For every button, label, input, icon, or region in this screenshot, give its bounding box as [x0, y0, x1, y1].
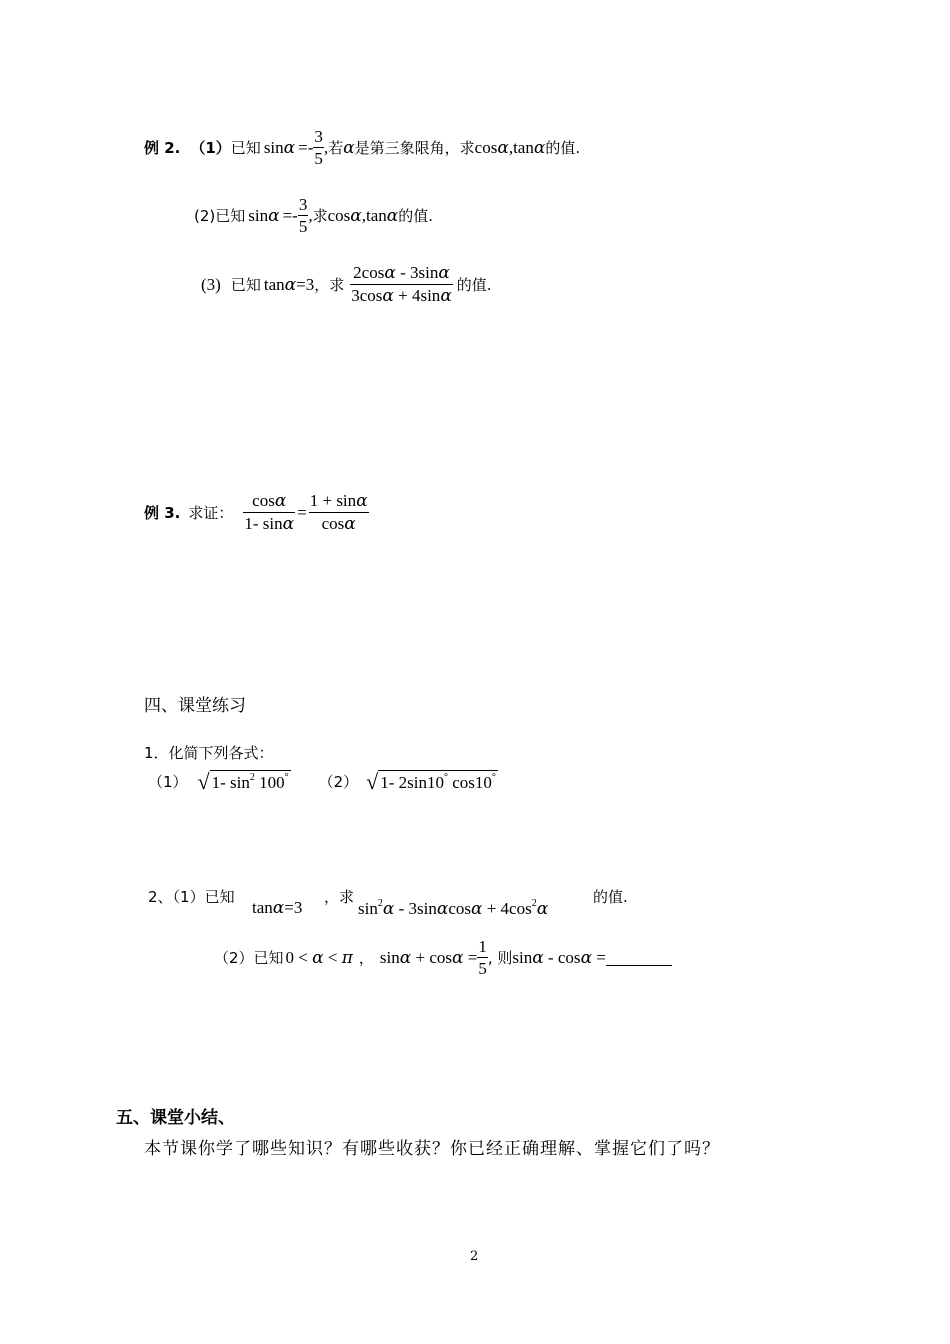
fraction-3-5: $\frac{3}{5}$ [314, 127, 323, 169]
example2-part2: (2) 已知 sin α =- $\frac{3}{5}$ , 求 cos α , tan α 的值. [194, 195, 434, 237]
section4-title: 四、课堂练习 [144, 696, 246, 716]
page-number: 2 [470, 1249, 479, 1264]
fraction-3-5: $\frac{3}{5}$ [298, 195, 308, 237]
q1-items: （1） √ 1- $\sin^2 100^\circ$ （2） √ 1- 2sin10° cos10° [148, 769, 496, 795]
example3-label: 例 3. [144, 504, 181, 523]
example2-part1: 例 2. （1） 已知 sin α =- $\frac{3}{5}$ , 若 α 是第三象限角，求 cos α , tan α 的值. [144, 127, 581, 169]
sqrt-expression-1: √ 1- $\sin^2 100^\circ$ [197, 769, 289, 795]
answer-blank[interactable] [606, 949, 672, 966]
q2-part2: （2）已知 0 < α < π ， sinα + cosα = $\frac{1}{5}$ , 则 sinα - cosα = [214, 936, 672, 980]
section5-body: 本节课你学了哪些知识？有哪些收获？你已经正确理解、掌握它们了吗？ [144, 1139, 720, 1159]
fraction-1-5: $\frac{1}{5}$ [478, 937, 487, 979]
example2-label: 例 2. [144, 139, 181, 158]
fraction-lhs: $\frac{\cos\alpha}{1- \sin\alpha}$ [244, 491, 295, 535]
fraction-rhs: $\frac{1 + \sin\alpha}{\cos\alpha}$ [309, 491, 368, 535]
q1-label: 1．化简下列各式： [144, 744, 274, 762]
example2-part3: (3) 已知 tan α =3 ，求 $\frac{2\cos\alpha - 3\sin\alpha}{3\cos\alpha + 4\sin\alpha}$ 的值. [201, 263, 492, 307]
sqrt-expression-2: √ 1- 2sin10° cos10° [366, 769, 496, 795]
example3: 例 3. 求证： $\frac{\cos\alpha}{1- \sin\alpha}$ = $\frac{1 + \sin\alpha}{\cos\alpha}$ [144, 491, 368, 535]
section5-title: 五、课堂小结、 [116, 1108, 235, 1128]
fraction-ratio: $\frac{2\cos\alpha - 3\sin\alpha}{3\cos\alpha + 4\sin\alpha}$ [351, 263, 452, 307]
